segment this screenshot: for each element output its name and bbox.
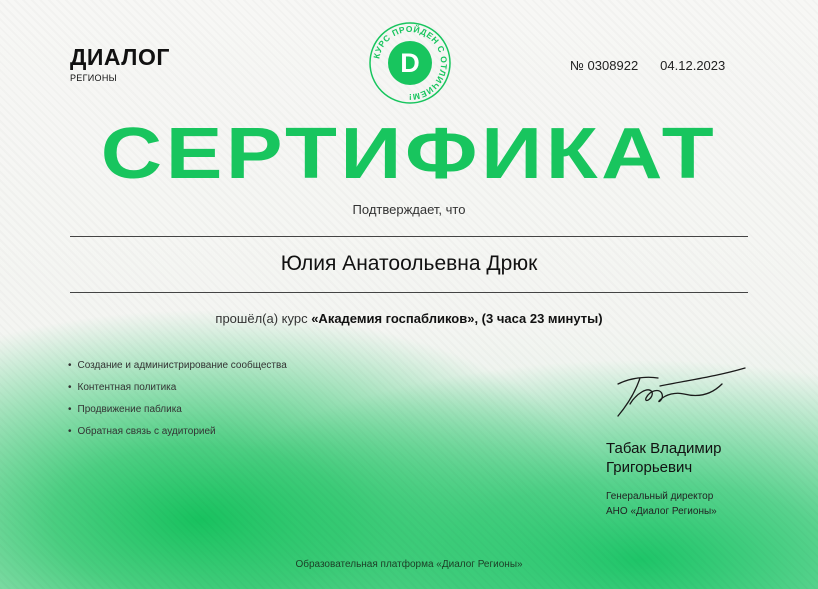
signer-name-line1: Табак Владимир bbox=[606, 440, 722, 457]
course-name: «Академия госпабликов», (3 часа 23 минуты) bbox=[311, 311, 603, 326]
certificate-number-date bbox=[570, 58, 725, 73]
course-line bbox=[0, 311, 818, 326]
name-top-rule bbox=[70, 236, 748, 237]
excellence-seal bbox=[367, 20, 453, 106]
name-bottom-rule bbox=[70, 292, 748, 293]
topic-item: • Обратная связь с аудиторией bbox=[68, 426, 287, 437]
logo-name: ДИАЛОГ bbox=[70, 44, 170, 70]
signer-name bbox=[606, 439, 721, 477]
logo-subtitle: РЕГИОНЫ bbox=[70, 73, 117, 83]
footer-text: Образовательная платформа «Диалог Регионы» bbox=[295, 559, 523, 570]
handwritten-signature bbox=[600, 364, 750, 422]
topic-list bbox=[68, 360, 287, 448]
signer-role-line2: АНО «Диалог Регионы» bbox=[606, 506, 717, 517]
recipient-name: Юлия Анатоольевна Дрюк bbox=[280, 252, 538, 275]
course-prefix: прошёл(а) курс bbox=[215, 311, 308, 326]
signer-role-line1: Генеральный директор bbox=[606, 491, 714, 502]
topic-item: • Контентная политика bbox=[68, 382, 287, 393]
certificate-title: СЕРТИФИКАТ bbox=[100, 114, 718, 194]
confirm-text: Подтверждает, что bbox=[352, 202, 466, 217]
signer-name-line2: Григорьевич bbox=[606, 459, 693, 476]
seal-ring-text: КУРС ПРОЙДЕН С ОТЛИЧИЕМ! bbox=[371, 23, 450, 103]
signer-role bbox=[606, 489, 717, 519]
certificate-number: № 0308922 bbox=[570, 58, 639, 73]
topic-item: • Продвижение паблика bbox=[68, 404, 287, 415]
topic-item: • Создание и администрирование сообщества bbox=[68, 360, 287, 371]
seal-letter: D bbox=[400, 48, 420, 78]
certificate-date: 04.12.2023 bbox=[660, 58, 726, 73]
